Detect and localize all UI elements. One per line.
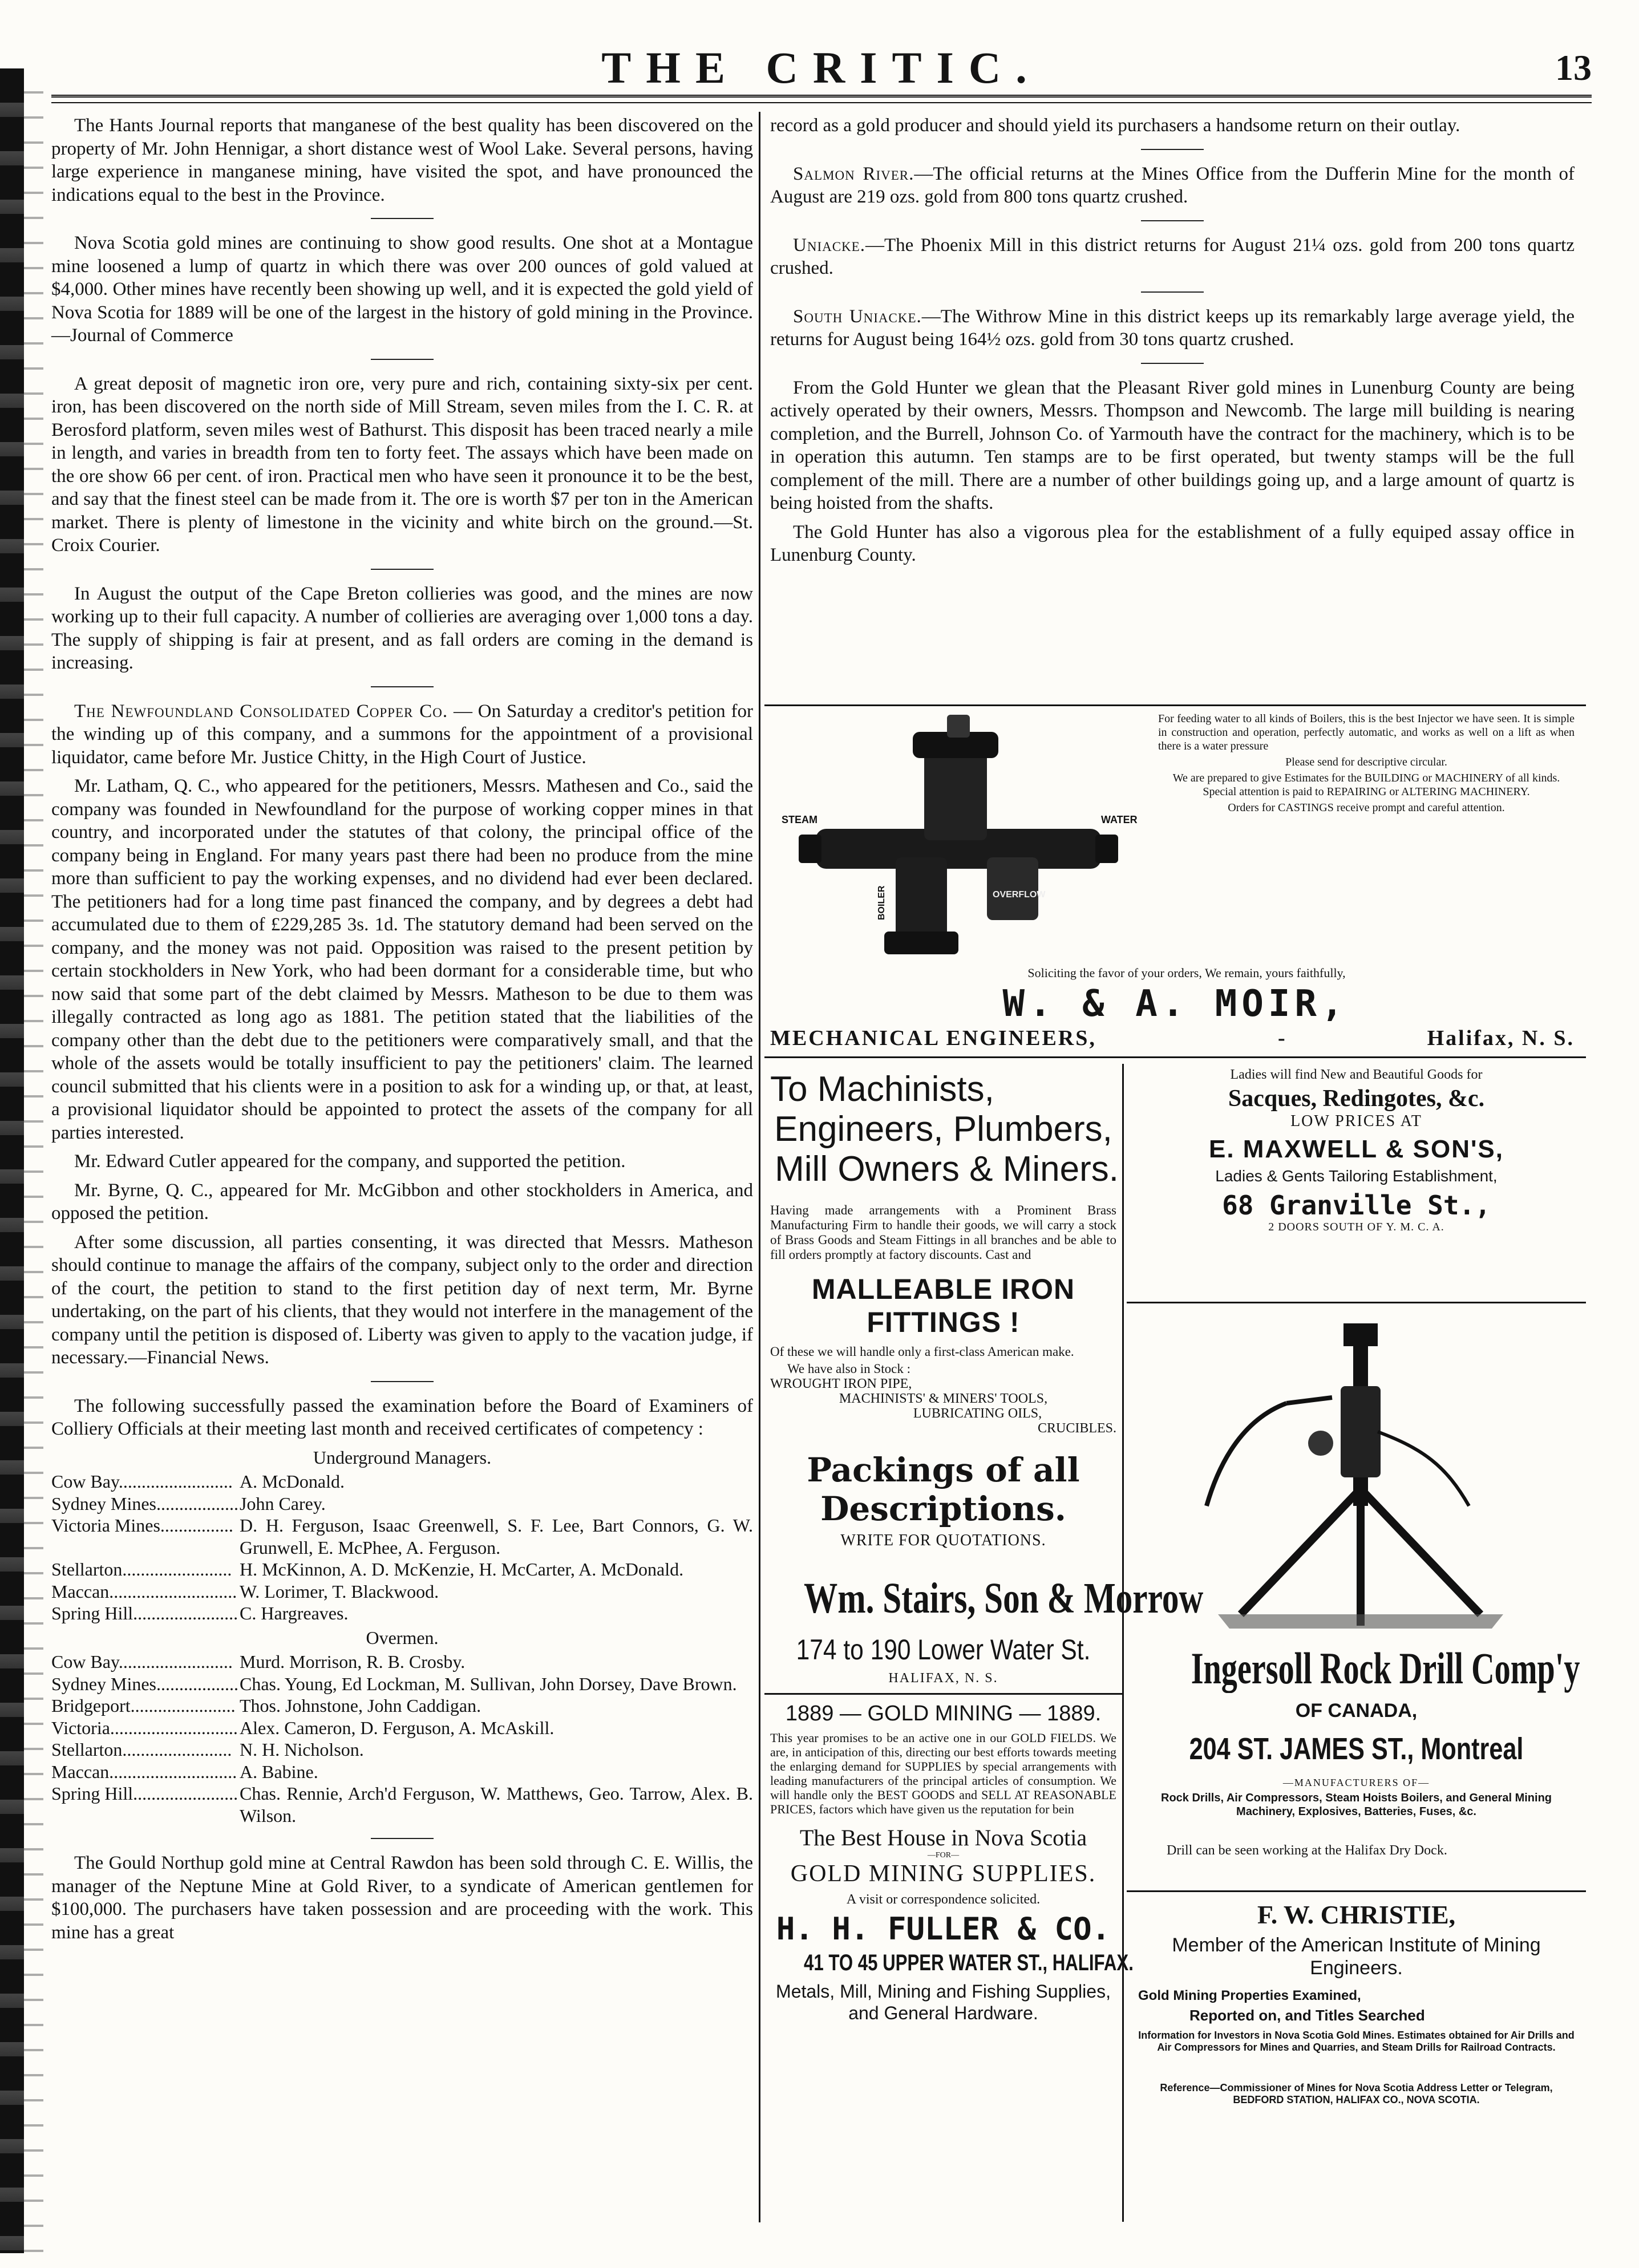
fittings-body: Of these we will handle only a first-class American make. <box>770 1344 1074 1359</box>
certificate-row <box>51 1493 753 1515</box>
salmon-river-text: —The official returns at the Mines Office from the Dufferin Mine for the month of August are 219 ozs. gold from 800 tons quartz crushed. <box>770 163 1575 207</box>
visit-solicited: A visit or correspondence solicited. <box>846 1892 1041 1907</box>
certificate-place: Cow Bay......................... <box>51 1471 233 1492</box>
moir-text-castings: Orders for CASTINGS receive prompt and careful attention. <box>1228 801 1505 814</box>
label-overflow: OVERFLOW <box>993 890 1046 900</box>
ingersoll-products: Rock Drills, Air Compressors, Steam Hoists Boilers, and General Mining Machinery, Explosives, Batteries, Fuses, &c. <box>1161 1792 1552 1818</box>
certificate-place: Spring Hill....................... <box>51 1783 238 1804</box>
machinists-heading-2: Engineers, Plumbers, <box>774 1109 1112 1149</box>
article-examination: The following successfully passed the examination before the Board of Examiners of Colliery Officials at their meeting last month and received certificates of competency : <box>51 1395 753 1439</box>
article-separator <box>371 359 434 360</box>
ad-stairs-fuller <box>764 1064 1204 2222</box>
column-left <box>51 114 753 2225</box>
article-uniacke <box>770 234 1575 280</box>
certificate-place: Sydney Mines.................. <box>51 1673 238 1694</box>
certificate-place: Cow Bay......................... <box>51 1651 233 1672</box>
article-separator <box>1141 149 1204 150</box>
article-separator <box>1141 220 1204 221</box>
certificate-names: Chas. Rennie, Arch'd Ferguson, W. Matthews, Geo. Tarrow, Alex. B. Wilson. <box>240 1783 753 1826</box>
certificate-row <box>51 1717 753 1739</box>
certificate-row <box>51 1558 753 1581</box>
best-house: The Best House in Nova Scotia <box>799 1825 1087 1850</box>
certificate-place: Bridgeport....................... <box>51 1695 236 1716</box>
south-uniacke-lead: South Uniacke. <box>793 306 922 327</box>
machinists-heading-1: To Machinists, <box>770 1070 994 1109</box>
article-separator <box>371 686 434 687</box>
article-manganese: The Hants Journal reports that manganese of the best quality has been discovered on the property of Mr. John Hennigar, a short distance west of Wool Lake. Several persons, having large experience in manganese mining, have visited the spot, and have pronounced the indications equal to the best in the Province. <box>51 115 753 205</box>
list-heading-overmen: Overmen. <box>366 1627 439 1648</box>
gold-mining-heading: 1889 — GOLD MINING — 1889. <box>785 1702 1102 1726</box>
christie-reference: Reference—Commissioner of Mines for Nova Scotia Address Letter or Telegram, BEDFORD STATION, HALIFAX CO., NOVA SCOTIA. <box>1160 2082 1553 2105</box>
certificate-row <box>51 1651 753 1673</box>
packings-heading: Packings of all Descriptions. <box>807 1451 1080 1528</box>
stock-item-crucibles: CRUCIBLES. <box>1037 1421 1116 1436</box>
certificate-row <box>51 1514 753 1558</box>
certificate-list <box>51 1447 753 1827</box>
certificate-names: W. Lorimer, T. Blackwood. <box>240 1581 439 1602</box>
ingersoll-address: 204 ST. JAMES ST., Montreal <box>1189 1732 1524 1766</box>
certificate-names: H. McKinnon, A. D. McKenzie, H. McCarter, A. McDonald. <box>240 1559 684 1580</box>
article-collieries: In August the output of the Cape Breton collieries was good, and the mines are now working up to their full capacity. A number of collieries are averaging over 1,000 tons a day. The supply of shipping is fair at present, and as fall orders are coming in the demand is increasing. <box>51 583 753 673</box>
article-copper-lead: The Newfoundland Consolidated Copper Co. <box>74 700 448 722</box>
article-continued: record as a gold producer and should yield its purchasers a handsome return on their outlay. <box>770 115 1460 136</box>
article-gould-northup: The Gould Northup gold mine at Central Rawdon has been sold through C. E. Willis, the manager of the Neptune Mine at Gold River, to a syndicate of American gentlemen for $100,000. The purchasers have taken possession and are proceeding with the work. This mine has a great <box>51 1853 753 1943</box>
certificate-names: C. Hargreaves. <box>240 1603 349 1623</box>
moir-text-circular: Please send for descriptive circular. <box>1285 756 1447 768</box>
certificate-names: John Carey. <box>240 1493 326 1514</box>
certificate-place: Spring Hill....................... <box>51 1603 238 1623</box>
fuller-address: 41 TO 45 UPPER WATER ST., HALIFAX. <box>803 1950 1134 1975</box>
maxwell-line-5: Ladies & Gents Tailoring Establishment, <box>1215 1167 1498 1185</box>
article-separator <box>371 1381 434 1382</box>
certificate-place: Maccan............................ <box>51 1581 237 1602</box>
stairs-address: 174 to 190 Lower Water St. <box>796 1634 1091 1666</box>
article-separator <box>371 569 434 570</box>
article-assay-office: The Gold Hunter has also a vigorous plea for the establishment of a fully equiped assay office in Lunenburg County. <box>770 521 1575 565</box>
article-south-uniacke <box>770 305 1575 351</box>
moir-dash: - <box>1278 1026 1287 1050</box>
column-right <box>770 114 1575 702</box>
stairs-city: HALIFAX, N. S. <box>888 1671 998 1686</box>
article-iron-ore: A great deposit of magnetic iron ore, very pure and rich, containing sixty-six per cent. iron, has been discovered on the north side of Mill Stream, seven miles from the I. C. R. at Berosford platform, seven miles west of Bathurst. This disposit has been traced nearly a mile in length, and varies in breadth from ten to forty feet. The assays which have been made on the ore show 66 per cent. of iron. Practical men who have seen it pronounce it to be the best, and say that the finest steel can be made from it. The ore is worth $7 per ton in the American market. There is plenty of limestone in the vicinity and white birch on the ground.—St. Croix Courier. <box>51 373 753 556</box>
malleable-iron-fittings: MALLEABLE IRON FITTINGS ! <box>811 1273 1075 1338</box>
certificate-names: Chas. Young, Ed Lockman, M. Sullivan, John Dorsey, Dave Brown. <box>240 1673 737 1694</box>
label-steam: STEAM <box>782 814 818 825</box>
write-for-quotations: WRITE FOR QUOTATIONS. <box>840 1532 1046 1549</box>
moir-soliciting: Soliciting the favor of your orders, We remain, yours faithfully, <box>1027 966 1346 980</box>
gold-mining-body: This year promises to be an active one in our GOLD FIELDS. We are, in anticipation of this, directing our best efforts towards meeting the enlarging demand for SUPPLIES by special arrangements with leading manufacturers of the principal articles of consumption. We will handle only the BEST GOODS and SELL AT REASONABLE PRICES, factors which have given us the reputation for bein <box>770 1731 1116 1816</box>
machinists-heading-3: Mill Owners & Miners. <box>775 1149 1119 1189</box>
article-copper-byrne: Mr. Byrne, Q. C., appeared for Mr. McGibbon and other stockholders in America, and opposed the petition. <box>51 1180 753 1224</box>
salmon-river-lead: Salmon River. <box>793 163 914 184</box>
article-gold-mines: Nova Scotia gold mines are continuing to show good results. One shot at a Montague mine loosened a lump of quartz in which there was over 200 ounces of gold valued at $4,000. Other mines have recently been showing up well, and it is expected the gold yield of Nova Scotia for 1889 will be one of the largest in the history of gold mining in the Province.—Journal of Commerce <box>51 233 753 346</box>
certificate-place: Victoria............................ <box>51 1717 238 1738</box>
certificate-names: Thos. Johnstone, John Caddigan. <box>240 1695 481 1716</box>
maxwell-line-7: 2 DOORS SOUTH OF Y. M. C. A. <box>1268 1221 1444 1233</box>
binding-stitching <box>24 68 43 2253</box>
binding-edge <box>0 68 24 2253</box>
certificate-place: Stellarton........................ <box>51 1739 232 1760</box>
christie-name: F. W. CHRISTIE, <box>1257 1900 1456 1929</box>
ad-divider <box>764 1693 1122 1695</box>
certificate-row <box>51 1739 753 1761</box>
stock-item-pipe: WROUGHT IRON PIPE, <box>770 1376 912 1391</box>
label-water: WATER <box>1101 814 1138 825</box>
article-copper-cutler: Mr. Edward Cutler appeared for the company, and supported the petition. <box>74 1151 626 1172</box>
article-copper-outcome: After some discussion, all parties consenting, it was directed that Messrs. Matheson should continue to manage the affairs of the company, subject only to the order and direction of the court, the petition to stand to the first petition day of next term, Mr. Byrne undertaking, on the part of his clients, that they would not interfere in the management of the company until the petition is disposed of. Liberty was given to apply to the vacation judge, if necessary.—Financial News. <box>51 1232 753 1368</box>
article-copper-text: — On Saturday a creditor's petition for the winding up of this company, and a summons for the appointment of a provisional liquidator, came before Mr. Justice Chitty, in the High Court of Justice. <box>51 700 753 768</box>
injector-illustration <box>782 715 1147 977</box>
masthead <box>51 34 1592 91</box>
maxwell-line-2: Sacques, Redingotes, &c. <box>1228 1086 1485 1112</box>
machinists-body: Having made arrangements with a Prominent Brass Manufacturing Firm to handle their goods, we will carry a stock of Brass Goods and Steam Fittings in all branches and be able to fill orders promptly at factory discounts. Cast and <box>770 1203 1116 1262</box>
certificate-place: Maccan............................ <box>51 1761 237 1782</box>
certificate-place: Stellarton........................ <box>51 1559 232 1580</box>
certificate-row <box>51 1761 753 1783</box>
moir-engineers: MECHANICAL ENGINEERS, <box>770 1026 1096 1050</box>
ingersoll-manufacturers: —MANUFACTURERS OF— <box>1282 1777 1430 1788</box>
stock-item-tools: MACHINISTS' & MINERS' TOOLS, <box>839 1391 1048 1406</box>
article-separator <box>1141 291 1204 293</box>
article-separator <box>371 218 434 219</box>
certificate-row <box>51 1581 753 1603</box>
moir-copy <box>1158 712 1575 815</box>
ad-moir <box>764 704 1586 1058</box>
certificate-names: A. Babine. <box>240 1761 318 1782</box>
certificate-place: Sydney Mines.................. <box>51 1493 238 1514</box>
south-uniacke-text: —The Withrow Mine in this district keeps up its remarkably large average yield, the returns for August being 164½ ozs. gold from 30 tons quartz crushed. <box>770 306 1575 350</box>
christie-member: Member of the American Institute of Mining Engineers. <box>1172 1934 1541 1979</box>
fuller-items: Metals, Mill, Mining and Fishing Supplies, and General Hardware. <box>776 1981 1111 2023</box>
certificate-names: N. H. Nicholson. <box>240 1739 364 1760</box>
christie-info: Information for Investors in Nova Scotia Gold Mines. Estimates obtained for Air Drills and Air Compressors for Mines and Quarries, and Steam Drills for Railroad Contracts. <box>1138 2030 1575 2053</box>
ad-divider <box>1127 1890 1586 1892</box>
maxwell-line-6: 68 Granville St., <box>1222 1190 1491 1221</box>
article-copper-latham: Mr. Latham, Q. C., who appeared for the petitioners, Messrs. Mathesen and Co., said the company was founded in Newfoundland for the purpose of working copper mines in that country, and incorporated under the statutes of that colony, the principal office of the company being in England. For many years past there had been no produce from the mine more than sufficient to pay the working expenses, and no dividend had ever been declared. The petitioners had for a long time past financed the company, and by degrees a debt had accumulated due to them of £229,285 3s. 1d. The statutory demand had been served on the company, and the money was not paid. Opposition was raised to the present petition by certain stockholders in New York, who had been dormant for a considerable time, but who now said that some part of the debt claimed by Messrs. Matheson to be due to them was illegally contracted as long ago as 1881. The petition stated that the liabilities of the company other than the debt due to the petitioners were comparatively small, and that the whole of the assets would be totally insufficient to pay the petitioners' claim. The learned council submitted that his clients were in a position to ask for a winding up, or that, at least, a provisional liquidator should be appointed to protect the assets of the company for all parties interested. <box>51 776 753 1143</box>
maxwell-line-1: Ladies will find New and Beautiful Goods for <box>1230 1067 1483 1082</box>
ad-ingersoll <box>1127 1306 1586 2219</box>
article-separator <box>371 1838 434 1839</box>
certificate-row <box>51 1695 753 1717</box>
certificate-row <box>51 1783 753 1826</box>
christie-examined: Gold Mining Properties Examined, <box>1138 1988 1361 2003</box>
certificate-names: Alex. Cameron, D. Ferguson, A. McAskill. <box>240 1717 555 1738</box>
for-word: —FOR— <box>927 1851 960 1860</box>
ingersoll-name: Ingersoll Rock Drill Comp'y <box>1191 1643 1580 1693</box>
label-boiler: BOILER <box>877 885 887 920</box>
rock-drill-illustration <box>1172 1318 1549 1637</box>
article-pleasant-river: From the Gold Hunter we glean that the Pleasant River gold mines in Lunenburg County are being actively operated by their owners, Messrs. Thompson and Newcomb. The large mill building is nearing completion, and the Burrell, Johnson Co. of Yarmouth have the contract for the machinery, which is to be in operation this autumn. Ten stamps are to be first operated, but twenty stamps will be the full complement of the mill. There are a number of other buildings going up, and a large amount of quartz is being hoisted from the shafts. <box>770 377 1575 513</box>
certificate-names: A. McDonald. <box>240 1471 345 1492</box>
certificate-row <box>51 1602 753 1625</box>
uniacke-text: —The Phoenix Mill in this district returns for August 21¼ ozs. gold from 200 tons quartz crushed. <box>770 234 1575 278</box>
certificate-names: Murd. Morrison, R. B. Crosby. <box>240 1651 466 1672</box>
stairs-firm-name: Wm. Stairs, Son & Morrow <box>803 1574 1204 1622</box>
certificate-row <box>51 1673 753 1695</box>
stock-item-oils: LUBRICATING OILS, <box>913 1406 1042 1421</box>
masthead-rule <box>51 95 1592 103</box>
maxwell-line-3: LOW PRICES AT <box>1290 1112 1422 1130</box>
christie-reported: Reported on, and Titles Searched <box>1189 2007 1425 2024</box>
ingersoll-seen: Drill can be seen working at the Halifax Dry Dock. <box>1167 1843 1447 1858</box>
moir-text-estimates: We are prepared to give Estimates for the BUILDING or MACHINERY of all kinds. Special attention is paid to REPAIRING or ALTERING MACHINERY. <box>1172 772 1560 798</box>
article-separator <box>1141 363 1204 364</box>
moir-text-injector: For feeding water to all kinds of Boilers, this is the best Injector we have seen. It is simple in construction and operation, perfectly automatic, and works as well on a lift as when there is a water pressure <box>1158 712 1575 752</box>
stock-label: We have also in Stock : <box>787 1362 910 1376</box>
newspaper-title: THE CRITIC. <box>601 43 1042 92</box>
gold-mining-supplies: GOLD MINING SUPPLIES. <box>790 1861 1096 1887</box>
moir-city: Halifax, N. S. <box>1427 1026 1575 1050</box>
page-number: 13 <box>1555 47 1592 88</box>
uniacke-lead: Uniacke. <box>793 234 865 256</box>
list-heading-underground: Underground Managers. <box>313 1447 492 1468</box>
column-rule <box>759 112 760 2222</box>
article-copper-co <box>51 700 753 770</box>
article-salmon-river <box>770 163 1575 209</box>
certificate-place: Victoria Mines................ <box>51 1515 233 1536</box>
maxwell-line-4: E. MAXWELL & SON'S, <box>1208 1135 1504 1163</box>
ad-maxwell <box>1127 1064 1586 1303</box>
certificate-row <box>51 1471 753 1493</box>
ingersoll-of-canada: OF CANADA, <box>1295 1700 1418 1722</box>
moir-firm-name: W. & A. MOIR, <box>1002 983 1348 1025</box>
certificate-names: D. H. Ferguson, Isaac Greenwell, S. F. Lee, Bart Connors, G. W. Grunwell, E. McPhee, A. Ferguson. <box>240 1515 753 1558</box>
fuller-firm-name: H. H. FULLER & CO. <box>776 1911 1111 1947</box>
